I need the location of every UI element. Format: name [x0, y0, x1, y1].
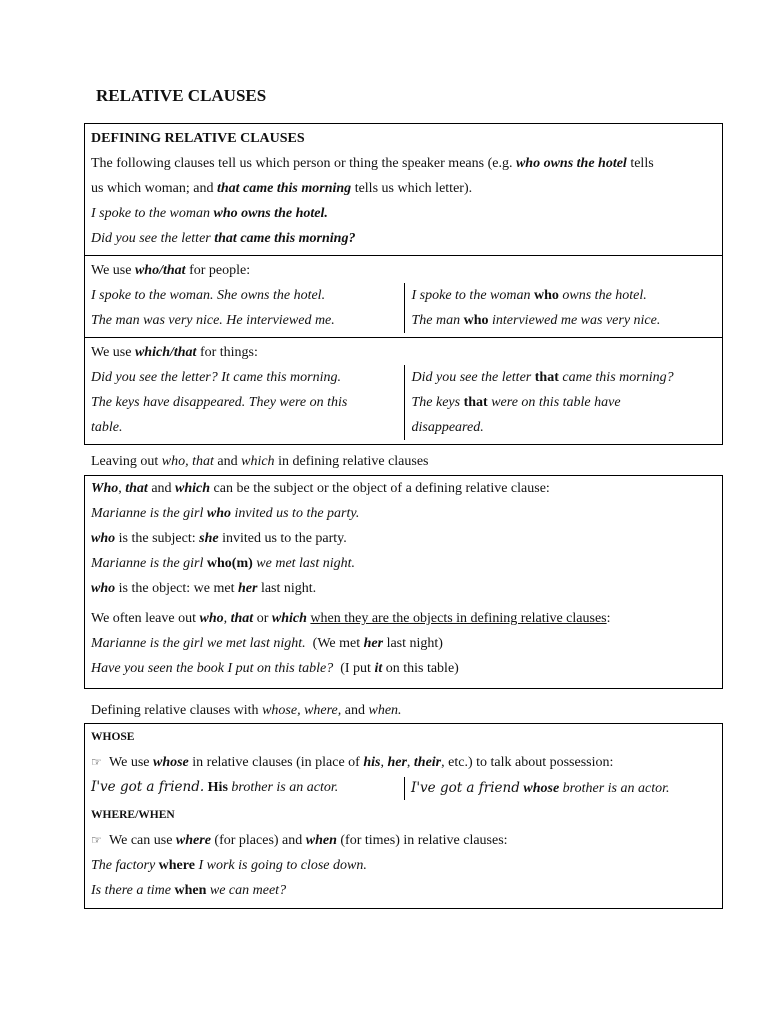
section-heading: DEFINING RELATIVE CLAUSES	[91, 131, 305, 146]
pronoun: that	[463, 395, 488, 410]
things-row	[85, 338, 722, 444]
pronoun: she	[199, 531, 219, 546]
example-sentence	[91, 551, 716, 576]
text: is the object: we met	[118, 581, 235, 596]
text: for people:	[189, 263, 251, 278]
text: (I put	[340, 661, 371, 676]
text: I've got a friend.	[91, 779, 205, 795]
right-column	[404, 365, 717, 440]
example-sentence: disappeared.	[411, 420, 484, 435]
text: and	[344, 703, 365, 718]
text: I spoke to the woman	[91, 206, 210, 221]
text: I've got a friend	[411, 780, 520, 796]
example-columns	[91, 775, 716, 802]
text: The keys	[411, 395, 461, 410]
text: (for places) and	[214, 833, 303, 848]
pronoun: her	[387, 755, 407, 770]
rule-line	[91, 750, 716, 775]
pronoun: who	[206, 506, 232, 521]
text: we met last night.	[256, 556, 356, 571]
text: I spoke to the woman	[411, 288, 531, 303]
pronoun: it	[374, 661, 383, 676]
example-sentence	[91, 201, 716, 226]
pronoun: whose, where,	[262, 703, 342, 718]
text: ,	[380, 755, 384, 770]
pronoun: when.	[368, 703, 402, 718]
page-title: RELATIVE CLAUSES	[96, 86, 267, 105]
text: and	[151, 481, 172, 496]
text: tells	[630, 156, 654, 171]
example-phrase: that came this morning	[216, 181, 352, 196]
text: can be the subject or the object of a defining relative clause:	[213, 481, 550, 496]
rule-line	[91, 828, 716, 853]
leaving-out-content	[85, 476, 722, 681]
pronoun: who/that	[134, 263, 186, 278]
text: owns the hotel.	[562, 288, 647, 303]
text: I work is going to close down.	[198, 858, 367, 873]
pronoun: where	[175, 833, 211, 848]
text: The man	[411, 313, 461, 328]
caption-leaving-out	[91, 452, 429, 472]
example-sentence	[91, 878, 716, 903]
example-sentence	[91, 501, 716, 526]
text: brother is an actor.	[562, 781, 670, 796]
pronoun: when	[305, 833, 337, 848]
text: The factory	[91, 858, 156, 873]
text: last night.	[260, 581, 317, 596]
pointing-hand-icon: ☞	[91, 755, 102, 769]
text: We use	[109, 755, 150, 770]
pronoun: which/that	[134, 345, 197, 360]
right-column	[404, 283, 717, 333]
pronoun: who	[199, 611, 224, 626]
pronoun: who	[91, 531, 116, 546]
caption-whose-where-when	[91, 701, 402, 721]
people-lead	[91, 258, 716, 283]
text: Leaving out	[91, 454, 159, 469]
text: tells us which letter).	[354, 181, 473, 196]
intro-line-2	[91, 176, 716, 201]
example-columns	[91, 283, 716, 333]
pronoun: who	[161, 454, 186, 469]
text: in relative clauses (in place of	[192, 755, 360, 770]
example-phrase: who owns the hotel	[515, 156, 627, 171]
text: invited us to the party.	[234, 506, 360, 521]
pronoun: which	[241, 454, 275, 469]
example-sentence	[91, 853, 716, 878]
right-column	[404, 777, 716, 800]
text: Is there a time	[91, 883, 171, 898]
text: Have you seen the book I put on this table?	[91, 661, 334, 676]
pronoun: whose	[523, 781, 560, 796]
text: The following clauses tell us which person or thing the speaker means (e.g.	[91, 156, 513, 171]
text: and	[217, 454, 238, 469]
example-sentence	[91, 226, 716, 251]
text: Marianne is the girl we met last night.	[91, 636, 306, 651]
text: Did you see the letter	[91, 231, 211, 246]
explanation-line	[91, 526, 716, 551]
rule-line	[91, 606, 716, 631]
text: We can use	[109, 833, 173, 848]
text: We use	[91, 345, 132, 360]
text: :	[606, 611, 611, 626]
text: is the subject:	[118, 531, 196, 546]
whose-content	[85, 724, 722, 903]
text: brother is an actor.	[231, 780, 339, 795]
pronoun: his	[363, 755, 381, 770]
text: or	[256, 611, 269, 626]
pronoun: who	[91, 581, 116, 596]
example-sentence	[412, 308, 717, 333]
pronoun: which	[175, 481, 211, 496]
relative-clause: who owns the hotel.	[213, 206, 328, 221]
text: (We met	[312, 636, 361, 651]
text: ,	[406, 755, 411, 770]
text: interviewed me was very nice.	[492, 313, 661, 328]
subsection-heading: WHERE/WHEN	[91, 809, 175, 821]
example-sentence	[412, 390, 717, 415]
pronoun: that	[230, 611, 254, 626]
pronoun: who	[463, 313, 489, 328]
example-sentence	[91, 656, 716, 681]
pronoun: who	[533, 288, 559, 303]
things-lead	[91, 340, 716, 365]
example-sentence: Did you see the letter? It came this morning.	[91, 370, 342, 385]
text: We use	[91, 263, 132, 278]
example-columns	[91, 365, 716, 440]
example-sentence: I spoke to the woman. She owns the hotel.	[91, 288, 326, 303]
pronoun: that	[192, 454, 214, 469]
example-sentence: The keys have disappeared. They were on this	[91, 395, 348, 410]
pronoun: which	[271, 611, 307, 626]
pronoun: where	[158, 858, 195, 873]
pronoun: when	[174, 883, 207, 898]
relative-clause: that came this morning?	[214, 231, 356, 246]
explanation-line	[91, 576, 716, 601]
possessive: His	[207, 780, 228, 795]
text: , etc.) to talk about possession:	[441, 755, 614, 770]
text: us which woman; and	[91, 181, 214, 196]
leaving-out-box	[84, 475, 723, 689]
example-sentence: The man was very nice. He interviewed me.	[91, 313, 335, 328]
text: invited us to the party.	[222, 531, 347, 546]
pronoun: whose	[152, 755, 189, 770]
pronoun: Who	[91, 481, 119, 496]
text: we can meet?	[209, 883, 287, 898]
text: Defining relative clauses with	[91, 703, 259, 718]
text: (for times) in relative clauses:	[340, 833, 508, 848]
text: last night)	[386, 636, 443, 651]
text: in defining relative clauses	[278, 454, 429, 469]
example-sentence	[412, 283, 717, 308]
text: ,	[118, 481, 122, 496]
example-sentence: table.	[91, 420, 123, 435]
text: Marianne is the girl	[91, 556, 204, 571]
defining-clauses-box	[84, 123, 723, 445]
left-column	[91, 283, 404, 333]
pronoun: who(m)	[206, 556, 253, 571]
pronoun: her	[363, 636, 384, 651]
defining-intro-row	[85, 124, 722, 256]
rule-line	[91, 476, 716, 501]
text: Marianne is the girl	[91, 506, 204, 521]
text: for things:	[199, 345, 258, 360]
subsection-heading: WHOSE	[91, 731, 135, 743]
example-sentence	[412, 365, 717, 390]
text: were on this table have	[491, 395, 621, 410]
pointing-hand-icon: ☞	[91, 833, 102, 847]
text: ,	[185, 454, 189, 469]
left-column	[91, 775, 404, 802]
text: on this table)	[385, 661, 459, 676]
intro-line-1	[91, 151, 716, 176]
text: Did you see the letter	[411, 370, 532, 385]
people-row	[85, 256, 722, 338]
text: We often leave out	[91, 611, 196, 626]
pronoun: that	[534, 370, 559, 385]
pronoun: their	[413, 755, 442, 770]
pronoun: that	[125, 481, 148, 496]
whose-where-when-box	[84, 723, 723, 909]
left-column	[91, 365, 404, 440]
example-sentence	[91, 631, 716, 656]
text: came this morning?	[562, 370, 674, 385]
underlined-rule: when they are the objects in defining relative clauses	[310, 611, 607, 626]
text: ,	[223, 611, 228, 626]
pronoun: her	[237, 581, 258, 596]
